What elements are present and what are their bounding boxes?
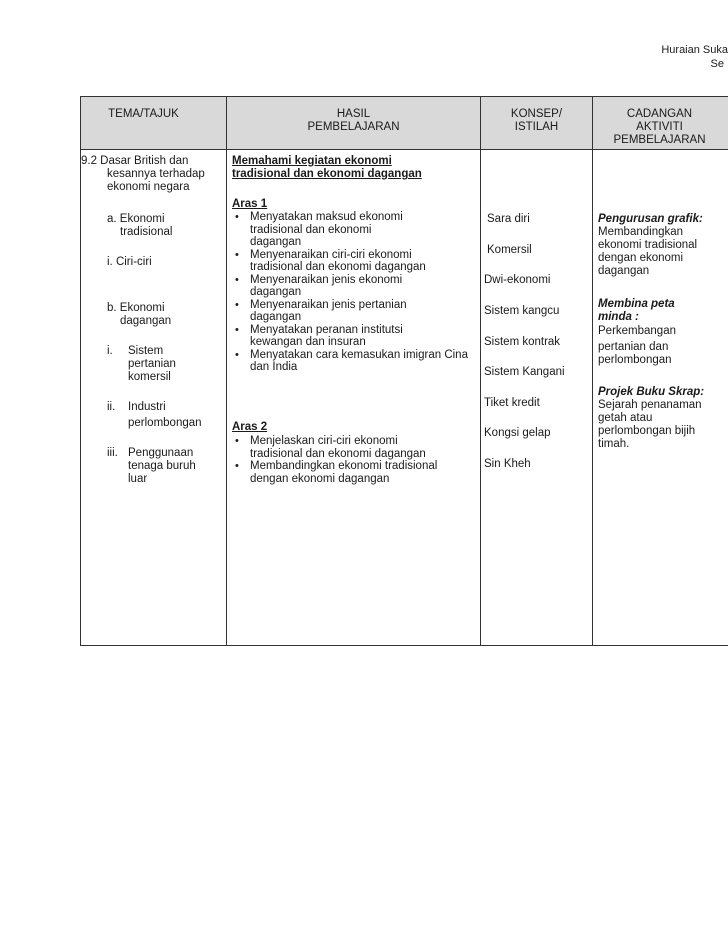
tema-cell — [81, 150, 227, 646]
header-line-2: Se — [710, 58, 724, 70]
aras-2-list — [232, 435, 474, 485]
activity-line: Sejarah penanaman — [598, 399, 702, 411]
aras-1-heading: Aras 1 — [232, 198, 268, 210]
subtopic-b: b. Ekonomi — [107, 302, 165, 314]
list-item: • Menjelaskan ciri-ciri ekonomi tradisional dan ekonomi dagangan — [232, 435, 430, 460]
subtopic-b-ii-2: perlombongan — [128, 417, 202, 429]
activity-line: timah. — [598, 438, 630, 450]
syllabus-table — [80, 96, 728, 646]
list-item: • Menyenaraikan jenis pertanian dagangan — [232, 299, 430, 324]
konsep-item: Sin Kheh — [484, 458, 531, 470]
header-line-1: Huraian Suka — [661, 44, 728, 56]
subtopic-b-iii-num: iii. — [107, 447, 118, 459]
activity-title-grafik: Pengurusan grafik: — [598, 213, 703, 225]
konsep-item: Sistem kontrak — [484, 336, 561, 348]
konsep-cell — [481, 150, 593, 646]
page-header — [661, 43, 728, 71]
konsep-item: Komersil — [487, 244, 532, 256]
activity-title-peta-minda-2: minda : — [598, 311, 639, 323]
activity-title-peta-minda: Membina peta — [598, 298, 675, 310]
activity-line: dagangan — [598, 265, 650, 277]
subtopic-b-ii-num: ii. — [107, 401, 116, 413]
subtopic-a-2: tradisional — [120, 226, 173, 238]
hasil-title: Memahami kegiatan ekonomi — [232, 155, 392, 167]
activity-line: ekonomi tradisional — [598, 239, 698, 251]
konsep-item: Dwi-ekonomi — [484, 274, 551, 286]
subtopic-b-i: Sistem — [128, 345, 164, 357]
activity-line: perlombongan bijih — [598, 425, 696, 437]
konsep-item: Sara diri — [487, 213, 530, 225]
activity-line: dengan ekonomi — [598, 252, 684, 264]
list-item: • Menyatakan cara kemasukan imigran Cina dan India — [232, 349, 470, 374]
konsep-item: Sistem kangcu — [484, 305, 560, 317]
subtopic-a-i: i. Ciri-ciri — [107, 256, 152, 268]
aras-2-heading: Aras 2 — [232, 421, 268, 433]
header-cadangan-aktiviti: CADANGAN AKTIVITI PEMBELAJARAN — [593, 97, 728, 150]
header-konsep-istilah: KONSEP/ ISTILAH — [481, 97, 593, 150]
subtopic-b-iii-2: tenaga buruh — [128, 460, 196, 472]
header-hasil-pembelajaran: HASIL PEMBELAJARAN — [227, 97, 481, 150]
list-item: • Menyatakan peranan institutsi kewangan dan insuran — [232, 324, 420, 349]
header-tema-tajuk: TEMA/TAJUK — [81, 97, 227, 150]
tema-title-3: ekonomi negara — [107, 181, 190, 193]
list-item: • Membandingkan ekonomi tradisional dengan ekonomi dagangan — [232, 460, 470, 485]
subtopic-b-2: dagangan — [120, 315, 172, 327]
subtopic-b-i-3: komersil — [128, 371, 171, 383]
list-item: • Menyatakan maksud ekonomi tradisional dan ekonomi dagangan — [232, 211, 420, 249]
subtopic-b-iii: Penggunaan — [128, 447, 194, 459]
tema-title: 9.2 Dasar British dan — [81, 155, 189, 167]
aras-1-list — [232, 211, 474, 374]
konsep-item: Tiket kredit — [484, 397, 540, 409]
activity-line: Perkembangan — [598, 325, 676, 337]
table-header-row — [81, 97, 728, 150]
tema-title-2: kesannya terhadap — [107, 168, 205, 180]
subtopic-b-i-num: i. — [107, 345, 113, 357]
subtopic-a: a. Ekonomi — [107, 213, 165, 225]
subtopic-b-iii-3: luar — [128, 473, 148, 485]
konsep-item: Kongsi gelap — [484, 427, 551, 439]
subtopic-b-i-2: pertanian — [128, 358, 176, 370]
table-row — [81, 150, 728, 646]
activity-line: pertanian dan — [598, 341, 669, 353]
activity-title-buku-skrap: Projek Buku Skrap: — [598, 386, 705, 398]
activity-line: perlombongan — [598, 354, 672, 366]
konsep-item: Sistem Kangani — [484, 366, 565, 378]
subtopic-b-ii: Industri — [128, 401, 166, 413]
activity-line: getah atau — [598, 412, 653, 424]
cadangan-cell — [593, 150, 728, 646]
list-item: • Menyenaraikan ciri-ciri ekonomi tradisional dan ekonomi dagangan — [232, 249, 430, 274]
hasil-cell — [227, 150, 481, 646]
list-item: • Menyenaraikan jenis ekonomi dagangan — [232, 274, 430, 299]
activity-line: Membandingkan — [598, 226, 684, 238]
hasil-title-2: tradisional dan ekonomi dagangan — [232, 168, 422, 180]
